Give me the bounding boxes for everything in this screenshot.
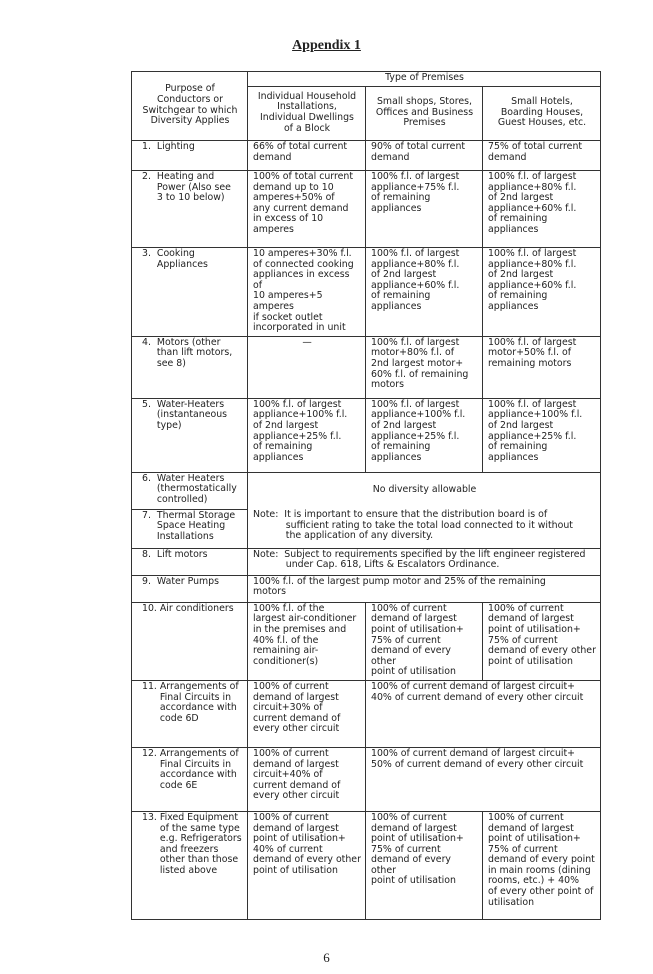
purpose-cell: 6. Water Heaters (thermostatically controlled) [132,472,248,509]
lift-engineer-note: Note: Subject to requirements specified by the lift engineer registered under Cap. 618, Lifts & Escalators Ordinance. [248,548,601,575]
table-cell: 100% of current demand of largest point of utilisation+ 75% of current demand of every other point of utilisation [366,811,483,919]
table-row [132,811,601,919]
table-row [132,509,601,548]
table-cell: 100% f.l. of largest appliance+100% f.l. of 2nd largest appliance+25% f.l. of remaining appliances [248,398,366,472]
table-cell: 100% f.l. of largest motor+50% f.l. of remaining motors [483,336,601,398]
table-cell: 10 amperes+30% f.l. of connected cooking appliances in excess of 10 amperes+5 amperes if socket outlet incorporated in unit [248,248,366,337]
table-row [132,171,601,248]
purpose-cell: 2. Heating and Power (Also see 3 to 10 below) [132,171,248,248]
table-row [132,548,601,575]
table-row [132,336,601,398]
table-cell: 100% of current demand of largest circuit+ 40% of current demand of every other circuit [366,680,601,747]
col-household-header: Individual Household Installations, Individual Dwellings of a Block [248,87,366,141]
table-row [132,472,601,509]
table-row [132,398,601,472]
table-cell: 100% f.l. of largest motor+80% f.l. of 2nd largest motor+ 60% f.l. of remaining motors [366,336,483,398]
purpose-cell: 3. Cooking Appliances [132,248,248,337]
purpose-cell: 5. Water-Heaters (instantaneous type) [132,398,248,472]
purpose-cell: 9. Water Pumps [132,575,248,602]
table-cell: 75% of total current demand [483,141,601,171]
distribution-board-note: Note: It is important to ensure that the distribution board is of sufficient rating to take the total load connected to it without the application of any diversity. [248,509,601,548]
no-diversity-text: No diversity allowable [248,472,601,509]
table-cell: — [248,336,366,398]
table-cell: 100% of current demand of largest point of utilisation+ 75% of current demand of every point in main rooms (dining rooms, etc.) + 40% of every other point of utilisation [483,811,601,919]
table-row [132,747,601,811]
purpose-cell: 13. Fixed Equipment of the same type e.g. Refrigerators and freezers other than those listed above [132,811,248,919]
table-cell: 100% of current demand of largest point of utilisation+ 75% of current demand of every other point of utilisation [366,602,483,680]
table-cell: 100% f.l. of the largest pump motor and 25% of the remaining motors [248,575,601,602]
type-of-premises-header: Type of Premises [248,72,601,87]
table-row [132,248,601,337]
purpose-cell: 12. Arrangements of Final Circuits in accordance with code 6E [132,747,248,811]
table-cell: 90% of total current demand [366,141,483,171]
table-cell: 100% of total current demand up to 10 amperes+50% of any current demand in excess of 10 amperes [248,171,366,248]
table-cell: 66% of total current demand [248,141,366,171]
table-cell: 100% of current demand of largest circuit+ 50% of current demand of every other circuit [366,747,601,811]
table-cell: 100% f.l. of largest appliance+100% f.l. of 2nd largest appliance+25% f.l. of remaining appliances [366,398,483,472]
table-row [132,602,601,680]
table-cell: 100% of current demand of largest point of utilisation+ 40% of current demand of every other point of utilisation [248,811,366,919]
purpose-cell: 4. Motors (other than lift motors, see 8) [132,336,248,398]
table-cell: 100% f.l. of largest appliance+80% f.l. of 2nd largest appliance+60% f.l. of remaining appliances [483,248,601,337]
page-number: 6 [323,950,330,965]
table-cell: 100% of current demand of largest circuit+40% of current demand of every other circuit [248,747,366,811]
table-row [132,575,601,602]
page-title: Appendix 1 [292,38,361,53]
purpose-cell: 7. Thermal Storage Space Heating Installations [132,509,248,548]
col-shops-header: Small shops, Stores, Offices and Business Premises [366,87,483,141]
purpose-cell: 1. Lighting [132,141,248,171]
table-cell: 100% f.l. of largest appliance+80% f.l. of 2nd largest appliance+60% f.l. of remaining appliances [366,248,483,337]
table-cell: 100% of current demand of largest circuit+30% of current demand of every other circuit [248,680,366,747]
table-cell: 100% f.l. of largest appliance+75% f.l. of remaining appliances [366,171,483,248]
header-row-top [132,72,601,87]
table-cell: 100% f.l. of largest appliance+80% f.l. of 2nd largest appliance+60% f.l. of remaining appliances [483,171,601,248]
table-cell: 100% f.l. of largest appliance+100% f.l. of 2nd largest appliance+25% f.l. of remaining appliances [483,398,601,472]
purpose-header: Purpose of Conductors or Switchgear to which Diversity Applies [132,72,248,141]
table-cell: 100% of current demand of largest point of utilisation+ 75% of current demand of every other point of utilisation [483,602,601,680]
table-row [132,680,601,747]
table-cell: 100% f.l. of the largest air-conditioner in the premises and 40% f.l. of the remaining air- conditioner(s) [248,602,366,680]
purpose-cell: 11. Arrangements of Final Circuits in accordance with code 6D [132,680,248,747]
diversity-table [131,71,601,920]
purpose-cell: 8. Lift motors [132,548,248,575]
table-row [132,141,601,171]
col-hotels-header: Small Hotels, Boarding Houses, Guest Houses, etc. [483,87,601,141]
purpose-cell: 10. Air conditioners [132,602,248,680]
